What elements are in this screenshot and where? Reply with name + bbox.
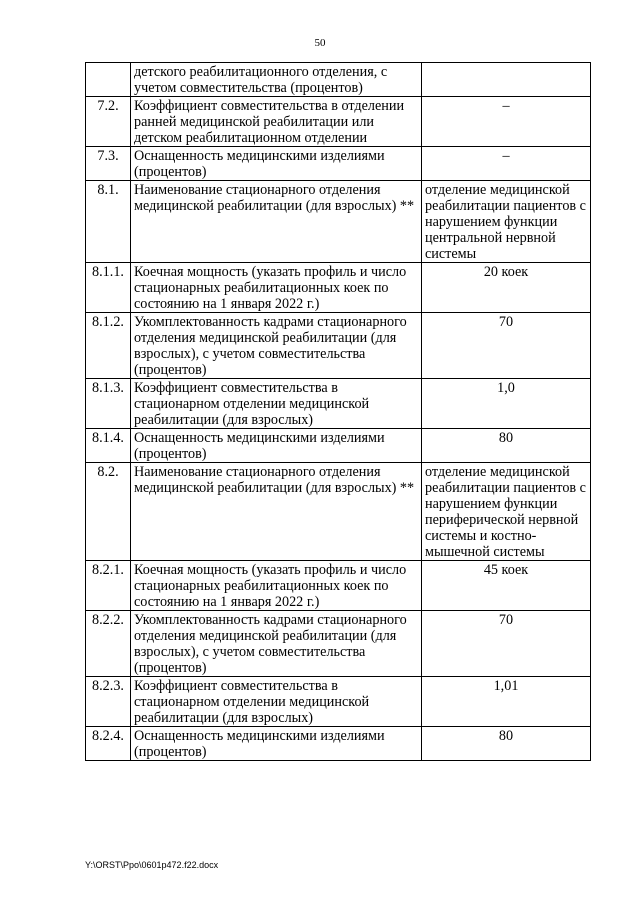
table-row [86, 379, 591, 429]
row-indicator-name: Коечная мощность (указать профиль и число стационарных реабилитационных коек по состоянию на 1 января 2022 г.) [131, 263, 422, 313]
row-indicator-name: Наименование стационарного отделения медицинской реабилитации (для взрослых) ** [131, 463, 422, 561]
row-number: 7.2. [86, 97, 131, 147]
row-value: – [422, 147, 591, 181]
row-indicator-name: Коэффициент совместительства в стационарном отделении медицинской реабилитации (для взрослых) [131, 677, 422, 727]
page-number: 50 [314, 37, 326, 49]
row-number: 8.2.2. [86, 611, 131, 677]
row-value: 80 [422, 727, 591, 761]
table-row [86, 63, 591, 97]
row-number: 8.2.4. [86, 727, 131, 761]
table-body [86, 63, 591, 761]
data-table [85, 62, 591, 761]
table-row [86, 463, 591, 561]
row-number: 8.2.1. [86, 561, 131, 611]
row-number: 8.2. [86, 463, 131, 561]
row-indicator-name: Коечная мощность (указать профиль и число стационарных реабилитационных коек по состоянию на 1 января 2022 г.) [131, 561, 422, 611]
table-row [86, 97, 591, 147]
table-row [86, 561, 591, 611]
row-indicator-name: Укомплектованность кадрами стационарного отделения медицинской реабилитации (для взрослых), с учетом совместительства (процентов) [131, 611, 422, 677]
table-row [86, 429, 591, 463]
file-path-footer: Y:\ORST\Ppo\0601p472.f22.docx [85, 860, 219, 870]
row-number: 8.1.1. [86, 263, 131, 313]
row-value: отделение медицинской реабилитации пациентов с нарушением функции центральной нервной системы [422, 181, 591, 263]
row-indicator-name: Коэффициент совместительства в стационарном отделении медицинской реабилитации (для взрослых) [131, 379, 422, 429]
table-row [86, 181, 591, 263]
row-number: 8.2.3. [86, 677, 131, 727]
row-value: 1,01 [422, 677, 591, 727]
row-number [86, 63, 131, 97]
row-number: 8.1.2. [86, 313, 131, 379]
row-value: 1,0 [422, 379, 591, 429]
row-number: 8.1.4. [86, 429, 131, 463]
row-value: 45 коек [422, 561, 591, 611]
row-value: 70 [422, 313, 591, 379]
row-number: 7.3. [86, 147, 131, 181]
table-row [86, 611, 591, 677]
row-indicator-name: Оснащенность медицинскими изделиями (процентов) [131, 147, 422, 181]
table-row [86, 147, 591, 181]
row-indicator-name: детского реабилитационного отделения, с учетом совместительства (процентов) [131, 63, 422, 97]
row-value: – [422, 97, 591, 147]
table-row [86, 313, 591, 379]
row-number: 8.1. [86, 181, 131, 263]
row-value: отделение медицинской реабилитации пациентов с нарушением функции периферической нервной системы и костно-мышечной системы [422, 463, 591, 561]
row-value: 70 [422, 611, 591, 677]
row-indicator-name: Наименование стационарного отделения медицинской реабилитации (для взрослых) ** [131, 181, 422, 263]
table-row [86, 677, 591, 727]
row-indicator-name: Укомплектованность кадрами стационарного отделения медицинской реабилитации (для взрослых), с учетом совместительства (процентов) [131, 313, 422, 379]
row-indicator-name: Коэффициент совместительства в отделении ранней медицинской реабилитации или детском реабилитационном отделении [131, 97, 422, 147]
table-row [86, 263, 591, 313]
row-value [422, 63, 591, 97]
table-row [86, 727, 591, 761]
row-number: 8.1.3. [86, 379, 131, 429]
row-value: 80 [422, 429, 591, 463]
row-indicator-name: Оснащенность медицинскими изделиями (процентов) [131, 429, 422, 463]
row-indicator-name: Оснащенность медицинскими изделиями (процентов) [131, 727, 422, 761]
row-value: 20 коек [422, 263, 591, 313]
